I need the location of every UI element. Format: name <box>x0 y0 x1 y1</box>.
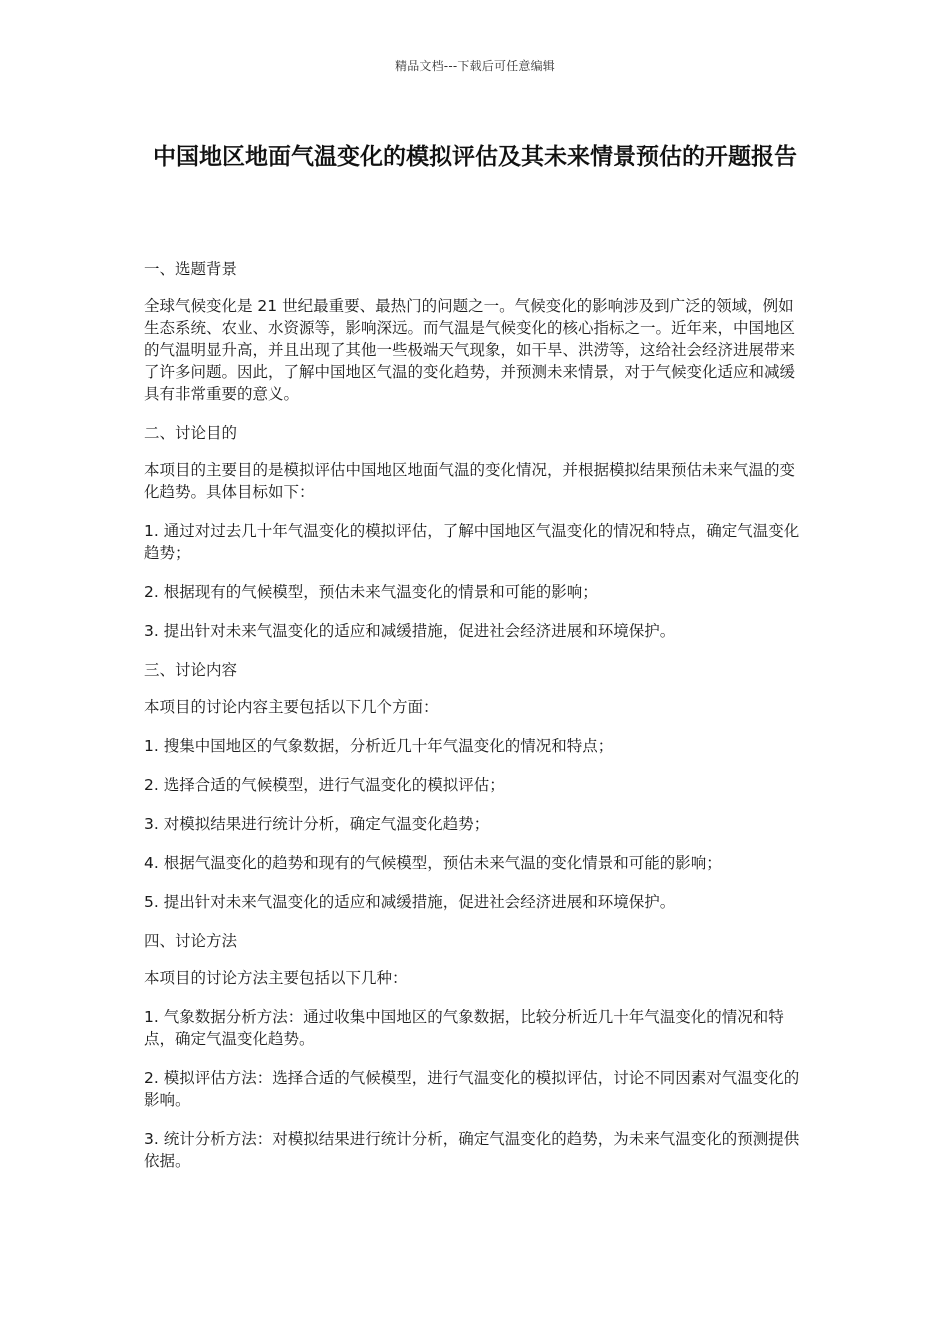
list-item: 3. 统计分析方法：对模拟结果进行统计分析，确定气温变化的趋势，为未来气温变化的预测提供依据。 <box>144 1130 800 1170</box>
section-heading-content: 三、讨论内容 <box>144 661 238 679</box>
list-item: 2. 根据现有的气候模型，预估未来气温变化的情景和可能的影响； <box>144 583 598 601</box>
paragraph: 本项目的主要目的是模拟评估中国地区地面气温的变化情况，并根据模拟结果预估未来气温的变化趋势。具体目标如下： <box>144 461 796 501</box>
list-item: 1. 气象数据分析方法：通过收集中国地区的气象数据，比较分析近几十年气温变化的情况和特点，确定气温变化趋势。 <box>144 1008 784 1048</box>
document-body <box>144 258 806 1189</box>
paragraph: 全球气候变化是 21 世纪最重要、最热门的问题之一。气候变化的影响涉及到广泛的领域，例如生态系统、农业、水资源等，影响深远。而气温是气候变化的核心指标之一。近年来，中国地区的气温明显升高，并且出现了其他一些极端天气现象，如干旱、洪涝等，这给社会经济进展带来了许多问题。因此，了解中国地区气温的变化趋势，并预测未来情景，对于气候变化适应和减缓具有非常重要的意义。 <box>144 297 796 403</box>
document-title: 中国地区地面气温变化的模拟评估及其未来情景预估的开题报告 <box>153 144 797 170</box>
list-item: 5. 提出针对未来气温变化的适应和减缓措施，促进社会经济进展和环境保护。 <box>144 893 676 911</box>
paragraph: 本项目的讨论内容主要包括以下几个方面： <box>144 698 439 716</box>
list-item: 2. 模拟评估方法：选择合适的气候模型，进行气温变化的模拟评估，讨论不同因素对气温变化的影响。 <box>144 1069 800 1109</box>
list-item: 2. 选择合适的气候模型，进行气温变化的模拟评估； <box>144 776 505 794</box>
list-item: 1. 通过对过去几十年气温变化的模拟评估，了解中国地区气温变化的情况和特点，确定气温变化趋势； <box>144 522 800 562</box>
section-heading-background: 一、选题背景 <box>144 260 238 278</box>
list-item: 3. 提出针对未来气温变化的适应和减缓措施，促进社会经济进展和环境保护。 <box>144 622 676 640</box>
paragraph: 本项目的讨论方法主要包括以下几种： <box>144 969 408 987</box>
section-heading-methods: 四、讨论方法 <box>144 932 238 950</box>
list-item: 4. 根据气温变化的趋势和现有的气候模型，预估未来气温的变化情景和可能的影响； <box>144 854 722 872</box>
list-item: 1. 搜集中国地区的气象数据，分析近几十年气温变化的情况和特点； <box>144 737 614 755</box>
section-heading-purpose: 二、讨论目的 <box>144 424 238 442</box>
list-item: 3. 对模拟结果进行统计分析，确定气温变化趋势； <box>144 815 490 833</box>
header-note: 精品文档---下载后可任意编辑 <box>395 59 555 73</box>
